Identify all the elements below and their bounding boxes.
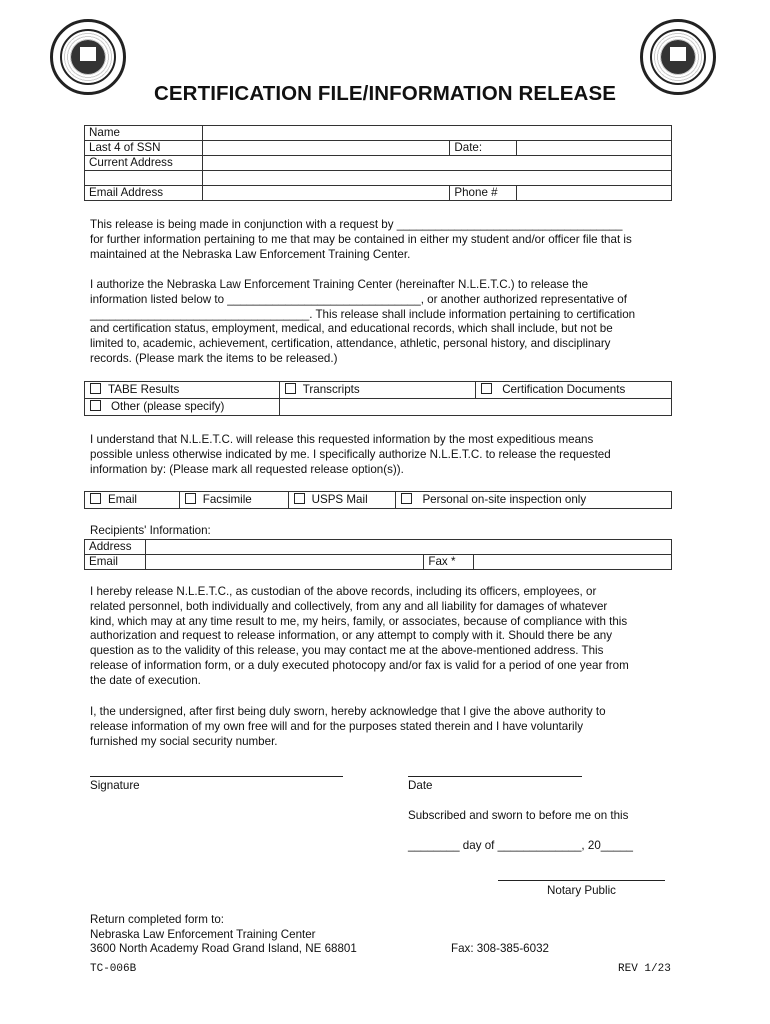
notary-day-line: ________ day of _____________, 20_____ [408,839,634,852]
release-method-table [84,491,672,509]
certification-documents-option[interactable]: Certification Documents [476,382,672,399]
return-address-block: Return completed form to: Nebraska Law Enforcement Training Center 3600 North Academy Road Grand Island, NE 68801 [90,913,357,956]
release-method-paragraph: I understand that N.L.E.T.C. will release this requested information by the most expeditious means possible unless otherwise indicated by me. I specifically authorize N.L.E.T.C. to release the requested information by: (Please mark all requested release option(s)). [90,433,611,476]
address-field-line2[interactable] [202,171,671,186]
date-label: Date: [450,141,517,156]
other-option[interactable]: Other (please specify) [85,399,280,416]
name-field[interactable] [202,126,671,141]
phone-field[interactable] [517,186,672,201]
email-option[interactable]: Email [85,492,180,509]
usps-mail-option[interactable]: USPS Mail [288,492,396,509]
release-items-table [84,381,672,416]
tabe-results-option[interactable]: TABE Results [85,382,280,399]
notary-signature-line[interactable] [498,880,665,881]
name-label: Name [85,126,203,141]
recipient-address-field[interactable] [145,540,671,555]
transcripts-checkbox[interactable] [285,383,296,394]
certification-documents-checkbox[interactable] [481,383,492,394]
request-paragraph: This release is being made in conjunction with a request by ___________________________________ for further information pertaining to me that may be contained in either my student and/or officer file that is maintained at the Nebraska Law Enforcement Training Center. [90,218,632,261]
recipient-address-label: Address [85,540,146,555]
ssn-field[interactable] [202,141,449,156]
notary-public-label: Notary Public [547,884,616,897]
page-title: CERTIFICATION FILE/INFORMATION RELEASE [154,82,616,105]
transcripts-option[interactable]: Transcripts [279,382,475,399]
tabe-checkbox[interactable] [90,383,101,394]
revision-label: REV 1/23 [618,963,671,975]
email-label: Email Address [85,186,203,201]
onsite-checkbox[interactable] [401,493,412,504]
acknowledgement-paragraph: I, the undersigned, after first being duly sworn, hereby acknowledge that I give the above authority to release information of my own free will and for the purposes stated therein and I have voluntarily furnished my social security number. [90,705,606,748]
fax-number: Fax: 308-385-6032 [451,942,549,955]
email-checkbox[interactable] [90,493,101,504]
address-field[interactable] [202,156,671,171]
recipients-heading: Recipients' Information: [90,524,211,537]
form-code: TC-006B [90,963,137,975]
ssn-label: Last 4 of SSN [85,141,203,156]
onsite-inspection-option[interactable]: Personal on-site inspection only [396,492,672,509]
liability-release-paragraph: I hereby release N.L.E.T.C., as custodian of the above records, including its officers, employees, or related personnel, both individually and collectively, from any and all liability for damages of whatever kind, which may at any time result to me, my heirs, family, or associates, because of compliance with this authorization and request to release information, or any attempt to comply with it. Should there be any question as to the validity of this release, you may contact me at the above-mentioned address. This release of information form, or a duly executed photocopy and/or fax is valid for a period of one year from the date of execution. [90,585,629,687]
date-line[interactable] [408,776,582,777]
facsimile-option[interactable]: Facsimile [179,492,288,509]
personal-info-table [84,125,672,201]
authorization-paragraph: I authorize the Nebraska Law Enforcement Training Center (hereinafter N.L.E.T.C.) to release the information listed below to ______________________________, or another authorized representative of __________________________________. This release shall include information pertaining to certification and certification status, employment, medical, and educational records, which shall include, but not be limited to, academic, achievement, certification, attendance, athletic, personal history, and disciplinary records. (Please mark the items to be released.) [90,278,636,365]
signature-line[interactable] [90,776,343,777]
facsimile-checkbox[interactable] [185,493,196,504]
recipient-email-label: Email [85,555,146,570]
address-label: Current Address [85,156,203,171]
phone-label: Phone # [450,186,517,201]
usps-checkbox[interactable] [294,493,305,504]
recipients-table [84,539,672,570]
date-field[interactable] [517,141,672,156]
address-label-cont [85,171,203,186]
other-checkbox[interactable] [90,400,101,411]
date-label: Date [408,779,433,792]
recipient-fax-field[interactable] [474,555,672,570]
recipient-fax-label: Fax * [424,555,474,570]
email-field[interactable] [202,186,449,201]
signature-label: Signature [90,779,140,792]
recipient-email-field[interactable] [145,555,423,570]
sworn-statement: Subscribed and sworn to before me on this [408,809,629,822]
other-specify-field[interactable] [279,399,671,416]
